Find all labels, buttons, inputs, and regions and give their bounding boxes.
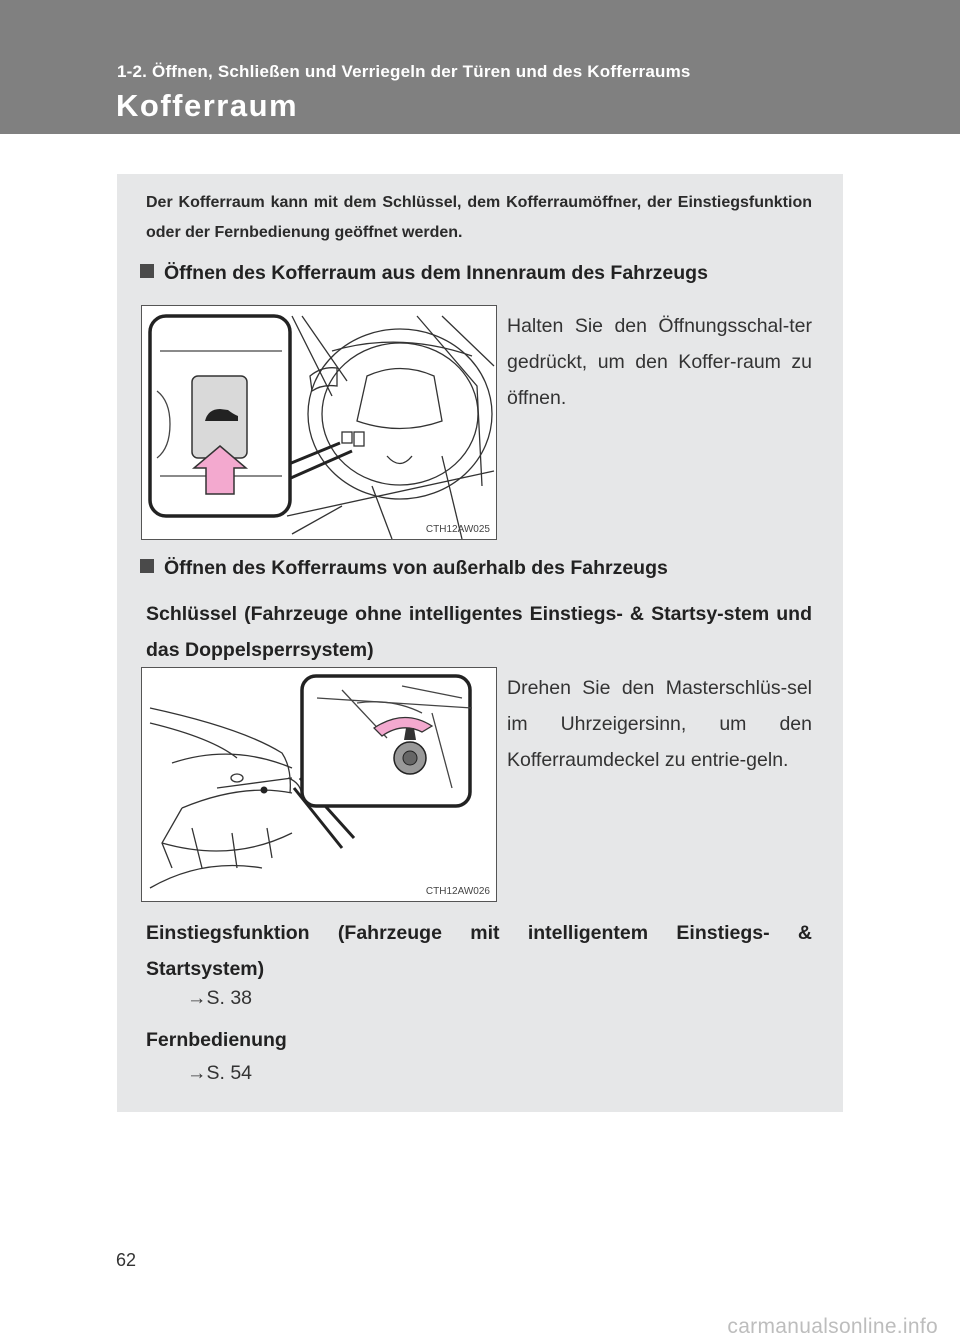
watermark: carmanualsonline.info [727,1315,938,1338]
page-title: Kofferraum [116,88,299,123]
figure-code: CTH12AW026 [425,886,490,897]
page-number: 62 [116,1250,137,1270]
subheading-inside-label: Öffnen des Kofferraum aus dem Innenraum des Fahrzeugs [164,262,708,284]
intro-text: Der Kofferraum kann mit dem Schlüssel, dem Kofferraumöffner, der Einstiegsfunktion oder der Fernbedienung geöffnet werden. [146,194,812,241]
remote-heading: Fernbedienung [146,1029,287,1051]
square-bullet-icon [140,264,154,278]
figure-code: CTH12AW025 [425,524,490,535]
subheading-outside [140,557,668,580]
figure-trunk-opener-drawing [142,306,496,539]
inside-instruction: Halten Sie den Öffnungsschal-ter gedrückt, um den Koffer-raum zu öffnen. [507,315,812,409]
zoom-callout [302,676,470,806]
key-instruction: Drehen Sie den Masterschlüs-sel im Uhrzeigersinn, um den Kofferraumdeckel zu entrie-geln. [507,677,812,771]
remote-page-ref: →S. 54 [187,1062,253,1084]
entry-page-ref: →S. 38 [187,987,253,1009]
entry-heading: Einstiegsfunktion (Fahrzeuge mit intelligentem Einstiegs- & Startsystem) [146,922,812,980]
subheading-outside-label: Öffnen des Kofferraums von außerhalb des Fahrzeugs [164,557,668,579]
figure-key-cylinder-drawing [142,668,496,901]
square-bullet-icon [140,559,154,573]
figure-key-cylinder [141,667,497,902]
section-title: 1-2. Öffnen, Schließen und Verriegeln der Türen und des Kofferraums [117,62,691,81]
subheading-inside [140,262,708,285]
key-heading: Schlüssel (Fahrzeuge ohne intelligentes Einstiegs- & Startsy-stem und das Doppelsperrsystem) [146,603,812,661]
figure-trunk-opener [141,305,497,540]
